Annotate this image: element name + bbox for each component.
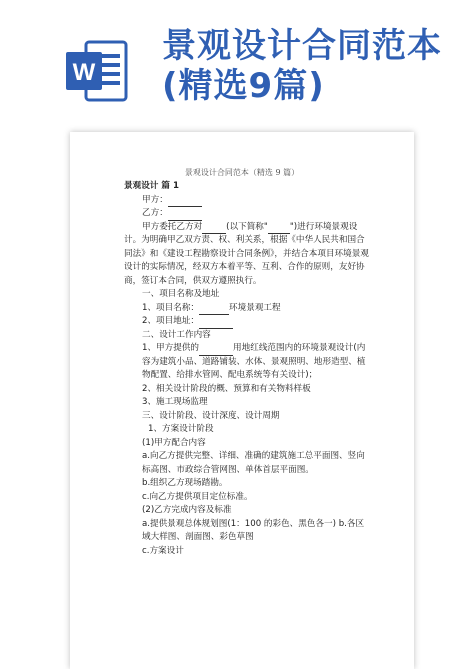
party-b-deliverables: (2)乙方完成内容及标准 xyxy=(142,505,232,515)
document-header: 景观设计合同范本（精选 9 篇） xyxy=(184,168,300,177)
project-name-line xyxy=(124,302,372,316)
word-document-icon xyxy=(64,38,130,104)
party-b-line xyxy=(124,207,372,221)
party-a-line xyxy=(124,194,372,208)
para1-b: (以下简称" xyxy=(226,221,268,232)
project-name-value: 环境景观工程 xyxy=(229,302,281,313)
para1-blank-2 xyxy=(268,223,290,234)
deliverable-c: c.方案设计 xyxy=(142,545,184,556)
cooperation-a: a.向乙方提供完整、详细、准确的建筑施工总平面图、竖向标高图、市政综合管网图、单体首层平面图。 xyxy=(142,451,365,475)
project-name-blank xyxy=(199,304,229,315)
cooperation-b: b.组织乙方现场踏勘。 xyxy=(142,478,228,488)
design-item-2: 2、相关设计阶段的概、预算和有关物料样板 xyxy=(142,383,311,394)
deliverable-a-b: a.提供景观总体规划图(1：100 的彩色、黑色各一) b.各区域大样图、剖面图、彩色草图 xyxy=(142,518,365,542)
para1-rest: 计。为明确甲乙双方责、权、利关系，根据《中华人民共和国合同法》和《建设工程勘察设计合同条例》，并结合本项目环境景观设计的实际情况，经双方本着平等、互利、合作的原则，友好协商，签订本合同，供双方遵照执行。 xyxy=(124,235,369,286)
document-page xyxy=(70,132,414,669)
project-address-blank xyxy=(199,318,233,329)
design-item-1 xyxy=(124,342,372,383)
design-item-1-b: 用地红线范围内的环境景观设计(内容为建筑小品、道路铺装、水体、景观照明、地形造型、植物配置、给排水管网、配电系统等有关设计)； xyxy=(142,343,366,380)
para1-blank-1 xyxy=(202,223,226,234)
section-title: 景观设计 篇 1 xyxy=(124,181,179,191)
title-line-1: 景观设计合同范本 xyxy=(162,26,442,66)
design-item-1-blank xyxy=(199,345,233,356)
section-1-heading: 一、项目名称及地址 xyxy=(142,289,220,299)
section-3-heading: 三、设计阶段、设计深度、设计周期 xyxy=(142,410,280,421)
project-address-label: 2、项目地址： xyxy=(142,316,200,326)
party-a-label: 甲方： xyxy=(142,194,168,205)
project-address-line xyxy=(124,315,372,329)
project-name-label: 1、项目名称： xyxy=(142,302,200,313)
svg-text:W: W xyxy=(72,59,96,86)
para1-a: 甲方委托乙方对 xyxy=(142,221,203,232)
para1-c: ")进行环境景观设 xyxy=(289,221,358,232)
party-a-blank xyxy=(168,196,202,207)
scheme-stage-heading: 1、方案设计阶段 xyxy=(148,424,214,434)
title-line-2: (精选9篇) xyxy=(162,66,325,106)
party-b-label: 乙方： xyxy=(142,208,168,218)
document-body xyxy=(124,180,372,558)
party-a-cooperation: (1)甲方配合内容 xyxy=(142,437,206,448)
cooperation-c: c.向乙方提供项目定位标准。 xyxy=(142,491,253,502)
design-item-1-a: 1、甲方提供的 xyxy=(142,343,200,353)
section-2-heading: 二、设计工作内容 xyxy=(142,329,211,340)
design-item-3: 3、施工现场监理 xyxy=(142,397,208,407)
party-b-blank xyxy=(168,210,202,221)
page-title xyxy=(162,26,442,106)
para1-first-line xyxy=(124,221,372,235)
